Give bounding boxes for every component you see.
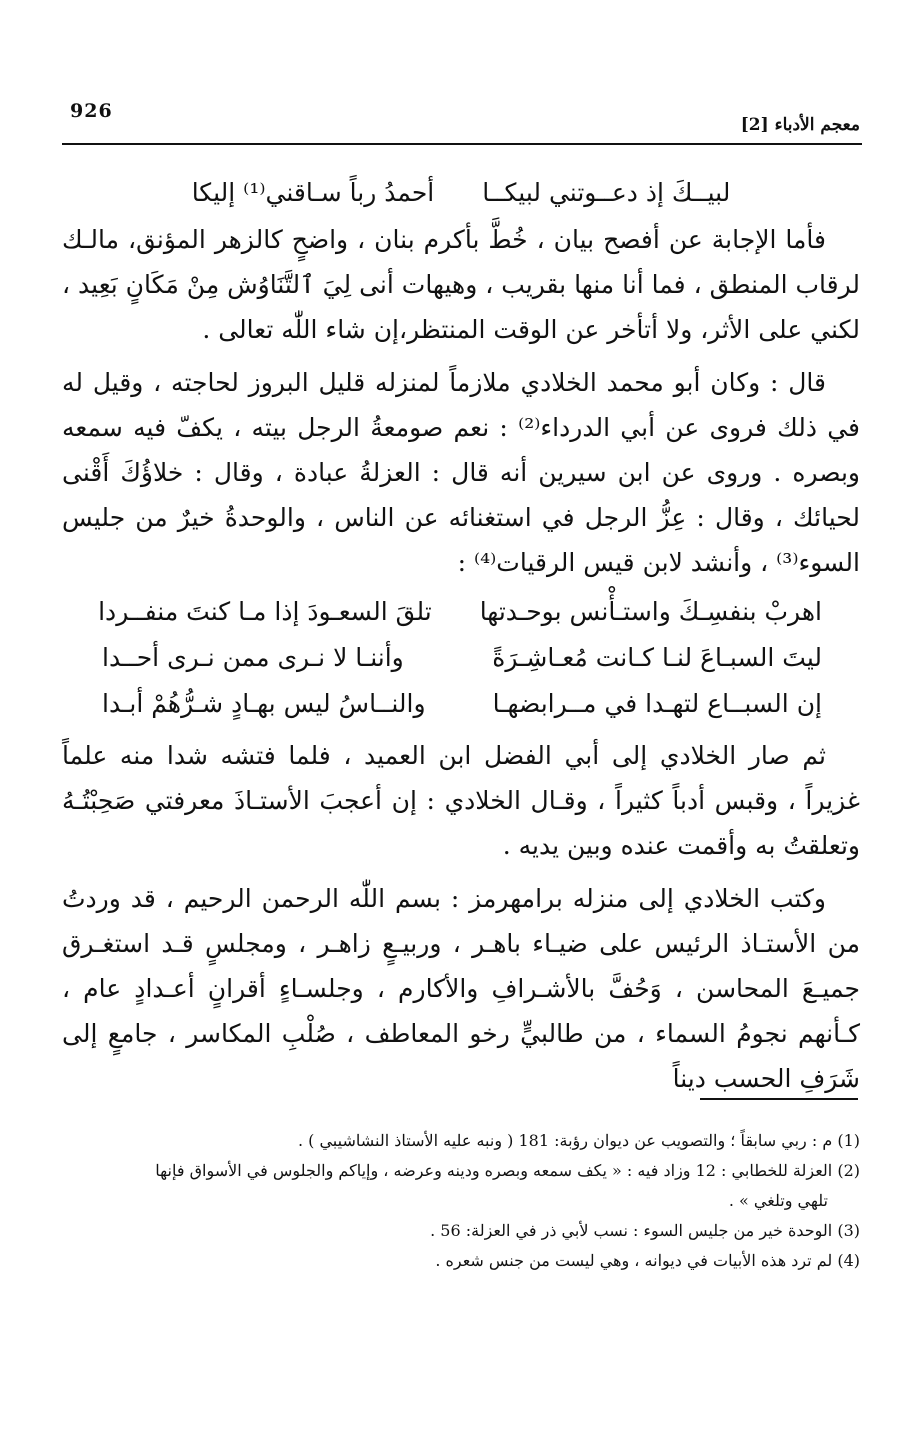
paragraph-2: قال : وكان أبو محمد الخلادي ملازماً لمنزله قليل البروز لحاجته ، وقيل له في ذلك فروى عن أبي الدرداء⁽²⁾ : نعم صومعةُ الرجل بيته ، يكفّ فيه سمعه وبصره . وروى عن ابن سيرين أنه قال : العزلةُ عبادة ، وقال : خلاؤُكَ أَقْنى لحيائك ، وقال : عِزُّ الرجل في استغنائه عن الناس ، والوحدةُ خيرٌ من جليس السوء⁽³⁾ ، وأنشد لابن قيس الرقيات⁽⁴⁾ : <box>62 368 861 577</box>
footnotes <box>60 1126 860 1276</box>
footnote-2: (2) العزلة للخطابي : 12 وزاد فيه : « يكف سمعه وبصره ودينه وعرضه ، وإياكم والجلوس في الأسواق فإنها <box>155 1161 860 1180</box>
verse-hemistich-left: أحمدُ رباً سـاقني⁽¹⁾ إليكا <box>191 178 435 207</box>
poem-line <box>62 635 860 681</box>
body-text <box>62 170 860 1101</box>
footnote-2-continuation: تلهي وتلغي » . <box>728 1191 828 1210</box>
verse-hemistich-right: إن السبــاع لتهـدا في مــرابضهـا <box>492 689 822 718</box>
header-rule <box>62 143 862 145</box>
verse-hemistich-left: تلقَ السعـودَ إذا مـا كنتَ منفــردا <box>98 597 432 626</box>
verse-hemistich-left: وأننـا لا نـرى ممن نـرى أحــدا <box>102 643 404 672</box>
footnote-1: (1) م : ربي سابقاً ؛ والتصويب عن ديوان رؤبة: 181 ( ونبه عليه الأستاذ النشاشيبي ) . <box>297 1131 860 1150</box>
poem-line <box>62 681 860 727</box>
paragraph-1: فأما الإجابة عن أفصح بيان ، خُطَّ بأكرم بنان ، واضحٍ كالزهر المؤنق، مالـك لرقاب المنطق ، فما أنا منها بقريب ، وهيهات أنى لِيَ ٱلتَّنَاوُش مِنْ مَكَانٍ بَعِيد ، لكني على الأثر، ولا أتأخر عن الوقت المنتظر،إن شاء اللّٰه تعالى . <box>62 225 860 344</box>
footnote-4: (4) لم ترد هذه الأبيات في ديوانه ، وهي ليست من جنس شعره . <box>435 1251 860 1270</box>
poem-line <box>62 589 860 635</box>
verse-hemistich-right: ليتَ السبـاعَ لنـا كـانت مُعـاشِـرَةً <box>492 643 822 672</box>
running-head: معجم الأدباء [2] <box>740 115 860 135</box>
opening-verse <box>62 170 860 215</box>
verse-hemistich-right: لبيــكَ إذ دعــوتني لبيكــا <box>482 178 731 207</box>
paragraph-3: ثم صار الخلادي إلى أبي الفضل ابن العميد ، فلما فتشه شدا منه علماً غزيراً ، وقبس أدباً كثيراً ، وقـال الخلادي : إن أعجبَ الأستـاذَ معرفتي صَحِبْتُـهُ وتعلقتُ به وأقمت عنده وبين يديه . <box>62 741 860 860</box>
verse-hemistich-left: والنــاسُ ليس بهـادٍ شـرُّهُمْ أبـدا <box>102 689 426 718</box>
footnote-rule <box>700 1098 858 1100</box>
verse-hemistich-right: اهربْ بنفسِـكَ واستـأْنس بوحـدتها <box>479 597 822 626</box>
paragraph-4: وكتب الخلادي إلى منزله برامهرمز : بسم اللّٰه الرحمن الرحيم ، قد وردتُ من الأستـاذ الرئيس على ضيـاء باهـر ، وربيـعٍ زاهـر ، ومجلسٍ قـد استغـرق جميـعَ المحاسن ، وَحُفَّ بالأشـرافِ والأكارم ، وجلسـاءٍ أقرانٍ أعـدادٍ عام ، كـأنهم نجومُ السماء ، من طالبيٍّ رخو المعاطف ، صُلْبِ المكاسر ، جامعٍ إلى شَرَفِ الحسب ديناً <box>62 884 860 1093</box>
poem <box>62 589 860 727</box>
footnote-3: (3) الوحدة خير من جليس السوء : نسب لأبي ذر في العزلة: 56 . <box>430 1221 860 1240</box>
page-number: 926 <box>70 100 113 122</box>
